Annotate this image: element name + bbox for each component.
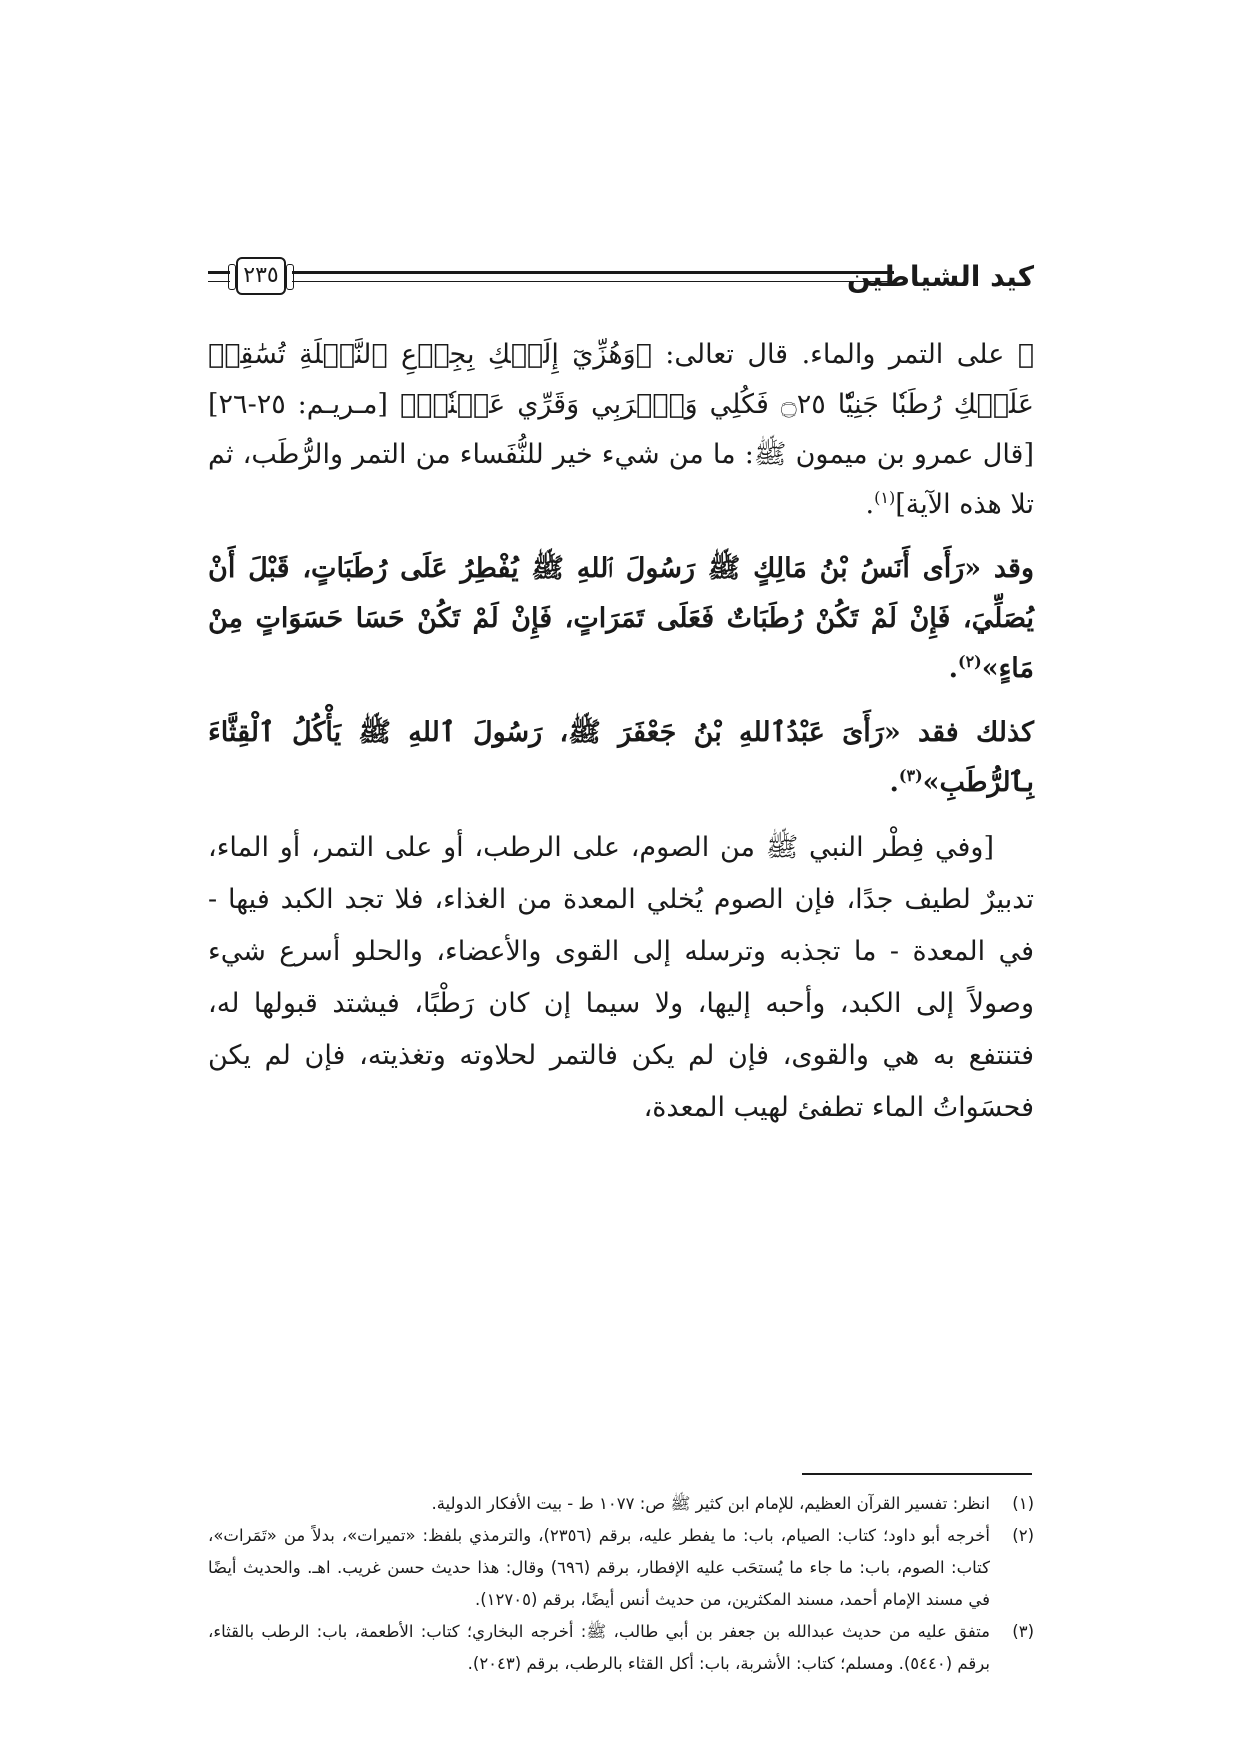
paragraph-2-hadith: وقد «رَأَى أَنَسُ بْنُ مَالِكٍ ﷺ رَسُولَ ٱللهِ ﷺ يُفْطِرُ عَلَى رُطَبَاتٍ، قَبْلَ أَنْ يُصَلِّيَ، فَإِنْ لَمْ تَكُنْ رُطَبَاتٌ فَعَلَى تَمَرَاتٍ، فَإِنْ لَمْ تَكُنْ حَسَا حَسَوَاتٍ مِنْ مَاءٍ»$^{(٢)}$. <box>208 553 1034 684</box>
header-rule-left <box>208 271 230 282</box>
footnote-ref-3: (٣) <box>898 766 923 785</box>
main-text <box>208 330 1034 1148</box>
paragraph-3-text: كذلك فقد «رَأَىَ عَبْدُٱللهِ بْنُ جَعْفَرَ ﷺ، رَسُولَ ٱللهِ ﷺ يَأْكُلُ ٱلْقِثَّاءَ بِٱلرُّطَبِ» <box>208 717 1034 798</box>
paragraph-2-text: وقد «رَأَى أَنَسُ بْنُ مَالِكٍ ﷺ رَسُولَ ٱللهِ ﷺ يُفْطِرُ عَلَى رُطَبَاتٍ، قَبْلَ أَنْ يُصَلِّيَ، فَإِنْ لَمْ تَكُنْ رُطَبَاتٌ فَعَلَى تَمَرَاتٍ، فَإِنْ لَمْ تَكُنْ حَسَا حَسَوَاتٍ مِنْ مَاءٍ» <box>208 553 1034 684</box>
footnotes <box>208 1488 1034 1680</box>
footnote-number: (٣) <box>1012 1622 1034 1641</box>
book-title: كيد الشياطين <box>846 260 1034 293</box>
paragraph-4: [وفي فِطْر النبي ﷺ من الصوم، على الرطب، أو على التمر، أو الماء، تدبيرٌ لطيف جدًا، فإن الصوم يُخلي المعدة من الغذاء، فلا تجد الكبد فيها - في المعدة - ما تجذبه وترسله إلى القوى والأعضاء، والحلو أسرع شيء وصولاً إلى الكبد، وأحبه إليها، ولا سيما إن كان رَطْبًا، فيشتد قبولها له، فتنتفع به هي والقوى، فإن لم يكن فالتمر لحلاوته وتغذيته، فإن لم يكن فحسَواتُ الماء تطفئ لهيب المعدة، <box>208 832 1034 1123</box>
footnote-number: (٢) <box>1012 1526 1034 1545</box>
page-number: ٢٣٥ <box>243 263 279 288</box>
footnote-ref-1: (١) <box>874 488 896 507</box>
page-header <box>208 255 1034 299</box>
header-rule-right <box>292 271 894 282</box>
footnote-number: (١) <box>1012 1494 1034 1513</box>
paragraph-3-hadith: كذلك فقد «رَأَىَ عَبْدُٱللهِ بْنُ جَعْفَرَ ﷺ، رَسُولَ ٱللهِ ﷺ يَأْكُلُ ٱلْقِثَّاءَ بِٱلرُّطَبِ»$^{(٣)}$. <box>208 717 1034 798</box>
footnote-3 <box>208 1616 1034 1680</box>
footnote-1 <box>208 1488 1034 1520</box>
paragraph-1: ﷺ على التمر والماء. قال تعالى: ﴿وَهُزِّيٓ إِلَيۡكِ بِجِذۡعِ ٱلنَّخۡلَةِ تُسَٰقِطۡ عَلَيۡكِ رُطَبٗا جَنِيّٗا ۝٢٥ فَكُلِي وَٱشۡرَبِي وَقَرِّي عَيۡنٗاۖ﴾ [مـريـم: ٢٥-٢٦] [قال عمرو بن ميمون ﷺ: ما من شيء خير للنُّفَساء من التمر والرُّطَب، ثم تلا هذه الآية]$^{(١)}$. <box>208 339 1034 520</box>
footnote-text: متفق عليه من حديث عبدالله بن جعفر بن أبي طالب، ﷺ: أخرجه البخاري؛ كتاب: الأطعمة، باب: الرطب بالقثاء، برقم (٥٤٤٠). ومسلم؛ كتاب: الأشربة، باب: أكل القثاء بالرطب، برقم (٢٠٤٣). <box>208 1622 990 1673</box>
footnote-separator <box>802 1473 1032 1475</box>
footnote-text: انظر: تفسير القرآن العظيم، للإمام ابن كثير ﷺ ص: ١٠٧٧ ط - بيت الأفكار الدولية. <box>431 1494 990 1513</box>
footnote-ref-2: (٢) <box>957 652 982 671</box>
footnote-2 <box>208 1520 1034 1616</box>
paragraph-1-text: ﷺ على التمر والماء. قال تعالى: ﴿وَهُزِّيٓ إِلَيۡكِ بِجِذۡعِ ٱلنَّخۡلَةِ تُسَٰقِطۡ عَلَيۡكِ رُطَبٗا جَنِيّٗا ۝٢٥ فَكُلِي وَٱشۡرَبِي وَقَرِّي عَيۡنٗاۖ﴾ [مـريـم: ٢٥-٢٦] [قال عمرو بن ميمون ﷺ: ما من شيء خير للنُّفَساء من التمر والرُّطَب، ثم تلا هذه الآية] <box>208 339 1034 520</box>
page-number-frame <box>236 257 286 295</box>
footnote-text: أخرجه أبو داود؛ كتاب: الصيام، باب: ما يفطر عليه، برقم (٢٣٥٦)، والترمذي بلفظ: «تميرات»، بدلاً من «تَمَرات»، كتاب: الصوم، باب: ما جاء ما يُستحَب عليه الإفطار، برقم (٦٩٦) وقال: هذا حديث حسن غريب. اهـ. والحديث أيضًا في مسند الإمام أحمد، مسند المكثرين، من حديث أنس أيضًا، برقم (١٢٧٠٥). <box>208 1526 990 1609</box>
